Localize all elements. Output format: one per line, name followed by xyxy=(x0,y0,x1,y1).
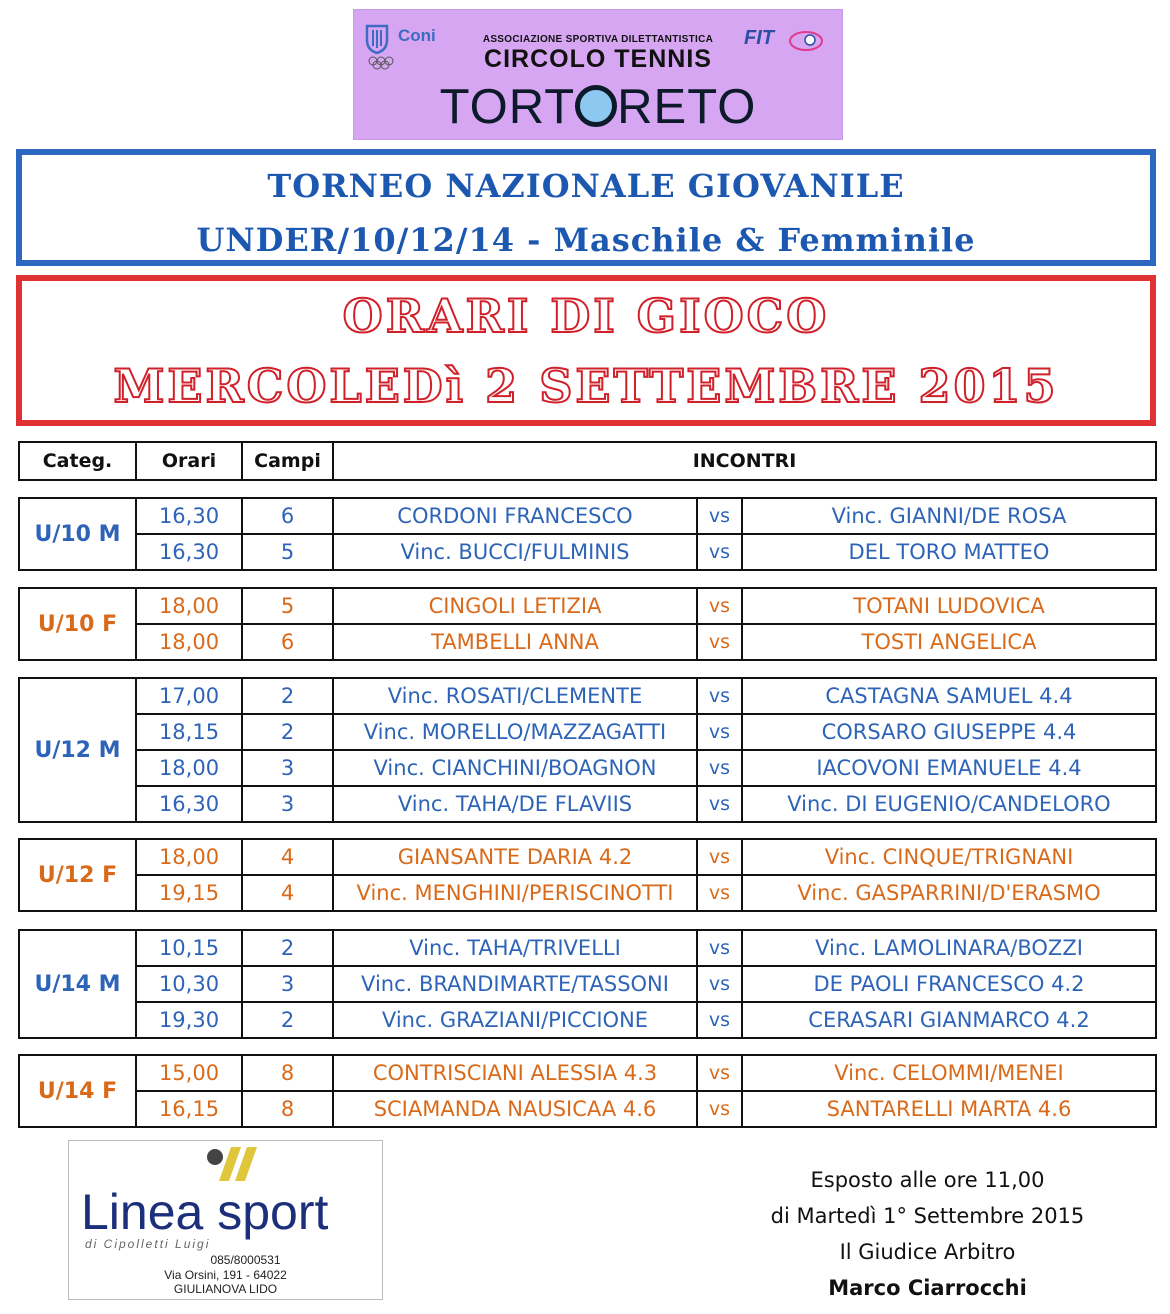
column-header-matches: INCONTRI xyxy=(333,442,1156,480)
club-association: ASSOCIAZIONE SPORTIVA DILETTANTISTICA xyxy=(482,34,714,45)
match-player-2: Vinc. CINQUE/TRIGNANI xyxy=(742,839,1156,875)
sponsor-owner: di Cipolletti Luigi xyxy=(85,1237,211,1251)
match-vs: vs xyxy=(697,930,742,966)
match-player-1: Vinc. MENGHINI/PERISCINOTTI xyxy=(333,875,697,911)
match-court: 2 xyxy=(242,930,333,966)
match-group-table xyxy=(18,587,1157,661)
match-row xyxy=(19,624,1156,660)
match-court: 2 xyxy=(242,678,333,714)
match-player-1: Vinc. TAHA/DE FLAVIIS xyxy=(333,786,697,822)
match-time: 18,00 xyxy=(136,588,242,624)
match-player-2: CORSARO GIUSEPPE 4.4 xyxy=(742,714,1156,750)
match-player-2: Vinc. CELOMMI/MENEI xyxy=(742,1055,1156,1091)
match-vs: vs xyxy=(697,786,742,822)
match-time: 18,00 xyxy=(136,750,242,786)
column-header-category: Categ. xyxy=(19,442,136,480)
match-row xyxy=(19,1091,1156,1127)
match-time: 18,00 xyxy=(136,624,242,660)
match-player-1: Vinc. GRAZIANI/PICCIONE xyxy=(333,1002,697,1038)
match-player-2: DEL TORO MATTEO xyxy=(742,534,1156,570)
match-court: 4 xyxy=(242,875,333,911)
match-time: 10,15 xyxy=(136,930,242,966)
match-player-1: Vinc. MORELLO/MAZZAGATTI xyxy=(333,714,697,750)
match-row xyxy=(19,875,1156,911)
match-player-2: Vinc. GASPARRINI/D'ERASMO xyxy=(742,875,1156,911)
club-logo xyxy=(353,9,843,140)
match-group-table xyxy=(18,677,1157,823)
match-group-table xyxy=(18,929,1157,1039)
match-row xyxy=(19,498,1156,534)
club-city-right: RETO xyxy=(617,80,757,134)
match-row xyxy=(19,839,1156,875)
match-group-table xyxy=(18,1054,1157,1128)
match-vs: vs xyxy=(697,534,742,570)
schedule-banner xyxy=(16,275,1156,426)
match-vs: vs xyxy=(697,1055,742,1091)
club-city-left: TORT xyxy=(439,80,576,134)
match-category: U/12 M xyxy=(19,678,136,822)
column-header-row xyxy=(19,442,1156,480)
match-time: 19,30 xyxy=(136,1002,242,1038)
sponsor-phone: 085/8000531 xyxy=(210,1253,281,1267)
match-row xyxy=(19,1055,1156,1091)
match-time: 16,15 xyxy=(136,1091,242,1127)
match-court: 5 xyxy=(242,534,333,570)
match-court: 6 xyxy=(242,498,333,534)
match-vs: vs xyxy=(697,678,742,714)
posting-notice xyxy=(735,1162,1120,1306)
match-player-2: Vinc. DI EUGENIO/CANDELORO xyxy=(742,786,1156,822)
match-court: 4 xyxy=(242,839,333,875)
referee-name: Marco Ciarrocchi xyxy=(828,1276,1027,1300)
column-header-table xyxy=(18,441,1157,481)
tennis-ball-icon xyxy=(575,85,617,127)
sponsor-address: Via Orsini, 191 - 64022 xyxy=(164,1268,287,1282)
match-group-table xyxy=(18,838,1157,912)
notice-line-2: di Martedì 1° Settembre 2015 xyxy=(770,1204,1085,1228)
match-player-1: CORDONI FRANCESCO xyxy=(333,498,697,534)
match-player-2: Vinc. LAMOLINARA/BOZZI xyxy=(742,930,1156,966)
match-player-1: Vinc. BUCCI/FULMINIS xyxy=(333,534,697,570)
club-name: CIRCOLO TENNIS xyxy=(484,45,712,73)
match-player-1: GIANSANTE DARIA 4.2 xyxy=(333,839,697,875)
match-court: 8 xyxy=(242,1055,333,1091)
notice-line-3: Il Giudice Arbitro xyxy=(839,1240,1016,1264)
match-player-1: CINGOLI LETIZIA xyxy=(333,588,697,624)
match-player-2: TOTANI LUDOVICA xyxy=(742,588,1156,624)
tournament-title: TORNEO NAZIONALE GIOVANILE xyxy=(267,167,905,205)
match-player-2: IACOVONI EMANUELE 4.4 xyxy=(742,750,1156,786)
match-vs: vs xyxy=(697,714,742,750)
match-row xyxy=(19,678,1156,714)
match-court: 3 xyxy=(242,750,333,786)
match-time: 16,30 xyxy=(136,786,242,822)
match-court: 3 xyxy=(242,786,333,822)
match-time: 10,30 xyxy=(136,966,242,1002)
match-player-2: CERASARI GIANMARCO 4.2 xyxy=(742,1002,1156,1038)
match-row xyxy=(19,1002,1156,1038)
sponsor-name: Linea sport xyxy=(81,1184,329,1240)
match-row xyxy=(19,714,1156,750)
column-header-time: Orari xyxy=(136,442,242,480)
match-vs: vs xyxy=(697,875,742,911)
match-player-2: Vinc. GIANNI/DE ROSA xyxy=(742,498,1156,534)
sponsor-logo xyxy=(68,1140,383,1300)
match-category: U/12 F xyxy=(19,839,136,911)
match-vs: vs xyxy=(697,588,742,624)
match-court: 2 xyxy=(242,714,333,750)
match-time: 16,30 xyxy=(136,498,242,534)
notice-line-1: Esposto alle ore 11,00 xyxy=(810,1168,1045,1192)
match-category: U/10 M xyxy=(19,498,136,570)
match-court: 3 xyxy=(242,966,333,1002)
tournament-title-box xyxy=(16,149,1156,266)
tournament-subtitle: UNDER/10/12/14 - Maschile & Femminile xyxy=(196,221,976,259)
match-row xyxy=(19,750,1156,786)
match-vs: vs xyxy=(697,966,742,1002)
match-court: 5 xyxy=(242,588,333,624)
match-player-1: Vinc. ROSATI/CLEMENTE xyxy=(333,678,697,714)
match-group-table xyxy=(18,497,1157,571)
match-player-1: TAMBELLI ANNA xyxy=(333,624,697,660)
match-time: 15,00 xyxy=(136,1055,242,1091)
match-player-1: SCIAMANDA NAUSICAA 4.6 xyxy=(333,1091,697,1127)
match-time: 16,30 xyxy=(136,534,242,570)
coni-label: Coni xyxy=(398,26,436,45)
sponsor-ball-icon xyxy=(207,1149,223,1165)
match-row xyxy=(19,786,1156,822)
match-court: 2 xyxy=(242,1002,333,1038)
match-time: 19,15 xyxy=(136,875,242,911)
match-category: U/10 F xyxy=(19,588,136,660)
match-vs: vs xyxy=(697,839,742,875)
match-court: 6 xyxy=(242,624,333,660)
match-row xyxy=(19,930,1156,966)
match-category: U/14 F xyxy=(19,1055,136,1127)
sponsor-city: GIULIANOVA LIDO xyxy=(173,1282,278,1296)
match-player-2: DE PAOLI FRANCESCO 4.2 xyxy=(742,966,1156,1002)
club-city xyxy=(354,80,842,135)
schedule-heading: ORARI DI GIOCO xyxy=(342,289,830,343)
match-player-1: Vinc. BRANDIMARTE/TASSONI xyxy=(333,966,697,1002)
fit-label: FIT xyxy=(744,27,774,49)
match-vs: vs xyxy=(697,498,742,534)
match-row xyxy=(19,588,1156,624)
match-vs: vs xyxy=(697,750,742,786)
match-vs: vs xyxy=(697,624,742,660)
match-vs: vs xyxy=(697,1002,742,1038)
match-player-2: TOSTI ANGELICA xyxy=(742,624,1156,660)
match-time: 18,00 xyxy=(136,839,242,875)
match-time: 17,00 xyxy=(136,678,242,714)
match-player-2: SANTARELLI MARTA 4.6 xyxy=(742,1091,1156,1127)
match-vs: vs xyxy=(697,1091,742,1127)
match-row xyxy=(19,534,1156,570)
column-header-court: Campi xyxy=(242,442,333,480)
match-time: 18,15 xyxy=(136,714,242,750)
match-category: U/14 M xyxy=(19,930,136,1038)
match-player-1: Vinc. CIANCHINI/BOAGNON xyxy=(333,750,697,786)
match-player-1: Vinc. TAHA/TRIVELLI xyxy=(333,930,697,966)
match-court: 8 xyxy=(242,1091,333,1127)
schedule-date: MERCOLEDì 2 SETTEMBRE 2015 xyxy=(113,359,1059,413)
match-player-2: CASTAGNA SAMUEL 4.4 xyxy=(742,678,1156,714)
match-player-1: CONTRISCIANI ALESSIA 4.3 xyxy=(333,1055,697,1091)
match-row xyxy=(19,966,1156,1002)
